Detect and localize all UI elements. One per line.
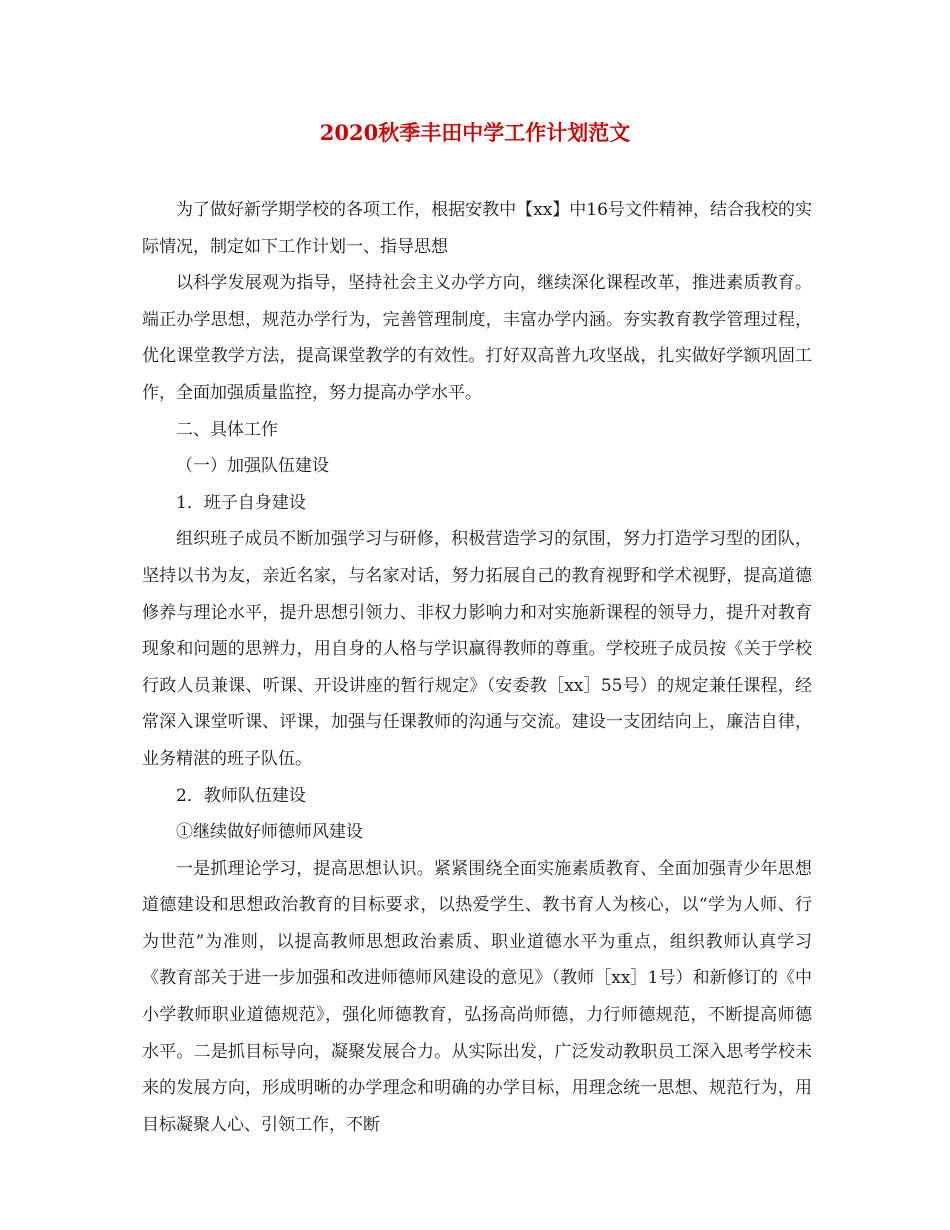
heading-team-building: （一）加强队伍建设 [176,456,329,477]
paragraph-intro: 为了做好新学期学校的各项工作，根据安教中【xx】中16号文件精神，结合我校的实际情况，制定如下工作计划一、指导思想 [142,200,812,257]
document-title: 2020秋季丰田中学工作计划范文 [319,120,631,145]
paragraph-teacher-ethics: 一是抓理论学习，提高思想认识。紧紧围绕全面实施素质教育、全面加强青少年思想道德建设和思想政治教育的目标要求，以热爱学生、教书育人为核心，以“学为人师、行为世范”为准则，以提高教师思想政治素质、职业道德水平为重点，组织教师认真学习《教育部关于进一步加强和改进师德师风建设的意见》（教师［xx］1号）和新修订的《中小学教师职业道德规范》，强化师德教育，弘扬高尚师德，力行师德规范，不断提高师德水平。二是抓目标导向，凝聚发展合力。从实际出发，广泛发动教职员工深入思考学校未来的发展方向，形成明晰的办学理念和明确的办学目标，用理念统一思想、规范行为，用目标凝聚人心、引领工作，不断 [142,858,812,1135]
heading-specific-work: 二、具体工作 [176,419,278,440]
document-body [142,192,812,1143]
heading-teacher-team: 2．教师队伍建设 [176,785,306,806]
paragraph-guiding-principle: 以科学发展观为指导，坚持社会主义办学方向，继续深化课程改革，推进素质教育。端正办学思想，规范办学行为，完善管理制度，丰富办学内涵。夯实教育教学管理过程，优化课堂教学方法，提高课堂教学的有效性。打好双高普九攻坚战，扎实做好学额巩固工作，全面加强质量监控，努力提高办学水平。 [142,273,812,403]
paragraph-leadership-team: 组织班子成员不断加强学习与研修，积极营造学习的氛围，努力打造学习型的团队，坚持以书为友，亲近名家，与名家对话，努力拓展自己的教育视野和学术视野，提高道德修养与理论水平，提升思想引领力、非权力影响力和对实施新课程的领导力，提升对教育现象和问题的思辨力，用自身的人格与学识赢得教师的尊重。学校班子成员按《关于学校行政人员兼课、听课、开设讲座的暂行规定》（安委教［xx］55号）的规定兼任课程，经常深入课堂听课、评课，加强与任课教师的沟通与交流。建设一支团结向上，廉洁自律，业务精湛的班子队伍。 [142,529,812,769]
heading-teacher-ethics: ①继续做好师德师风建设 [176,822,363,843]
heading-leadership-team: 1．班子自身建设 [176,492,306,513]
